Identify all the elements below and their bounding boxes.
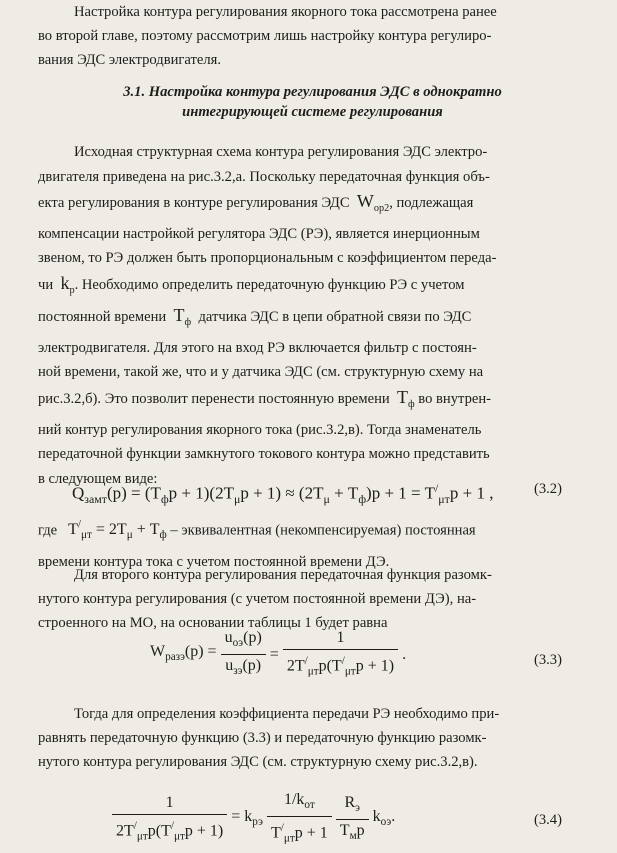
paragraph-3 [38, 702, 586, 775]
p1-line-11: ний контур регулирования якорного тока (рис.3.2,в). Тогда знаменатель [38, 421, 482, 438]
p1-line-2: двигателя приведена на рис.3.2,а. Поскольку передаточная функция объ- [38, 168, 490, 185]
intro-line-2: во второй главе, поэтому рассмотрим лишь настройку контура регулиро- [38, 28, 492, 45]
section-heading [40, 82, 585, 122]
section-heading-line-1: 3.1. Настройка контура регулирования ЭДС в однократно [123, 84, 502, 100]
p1-line-4: компенсации настройкой регулятора ЭДС (РЭ), является инерционным [38, 225, 480, 242]
intro-line-1: Настройка контура регулирования якорного тока рассмотрена ранее [74, 4, 497, 20]
p1-line-7: постоянной времени $T_ф$ датчика ЭДС в цепи обратной связи по ЭДС [38, 305, 472, 329]
eq34-frac-2: $\frac{1/k_{от}}{T^/_{\mu т}p + 1}$ [267, 790, 332, 849]
p1-line-12: передаточной функции замкнутого токового контура можно представить [38, 446, 490, 463]
equation-3-3-number: (3.3) [534, 652, 562, 668]
eq33-frac-1: $\frac{u_{оэ}(p)}{u_{зэ}(p)}$ [221, 628, 266, 681]
equation-3-4: $\frac{1}{2T^/_{\mu т}p(T^/_{\mu т}p + 1)}$ = $k_{рэ}$ $\frac{1/k_{от}}{T^/_{\mu т}p + 1}$ $\frac{R_э}{T_мp}$ $k_{оэ}$. [112, 790, 395, 849]
intro-paragraph [38, 0, 586, 73]
p1-line-10: рис.3.2,б). Это позволит перенести постоянную времени $T_ф$ во внутрен- [38, 387, 492, 410]
equation-3-2: $Q_{замт}(p) = (T_фp + 1)(2T_\mu p + 1) \approx (2T_\mu + T_ф)p + 1 = T^/_{\mu т}p + 1$ , [72, 481, 494, 507]
p2-line-3: строенного на МО, на основании таблицы 1 будет равна [38, 615, 388, 632]
p1-line-6: чи $k_р$. Необходимо определить передаточную функцию РЭ с учетом [38, 272, 465, 296]
p1-line-8: электродвигателя. Для этого на вход РЭ включается фильтр с постоян- [38, 339, 477, 356]
p1-line-5: звеном, то РЭ должен быть пропорциональным с коэффициентом переда- [38, 250, 497, 267]
p1-line-3: екта регулирования в контуре регулирования ЭДС $W_{op2}$, подлежащая [38, 191, 474, 215]
intro-line-3: вания ЭДС электродвигателя. [38, 52, 221, 69]
p3-line-3: нутого контура регулирования ЭДС (см. структурную схему рис.3.2,в). [38, 754, 478, 771]
p3-line-1: Тогда для определения коэффициента передачи РЭ необходимо при- [74, 706, 500, 722]
p2-line-1: Для второго контура регулирования передаточная функция разомк- [74, 567, 492, 583]
p1-line-1: Исходная структурная схема контура регулирования ЭДС электро- [74, 144, 488, 160]
eq34-frac-3: $\frac{R_э}{T_мp}$ [336, 793, 369, 846]
p1-line-9: ной времени, такой же, что и у датчика ЭДС (см. структурную схему на [38, 364, 484, 381]
eq33-frac-2: $\frac{1}{2T^/_{\mu т}p(T^/_{\mu т}p + 1)}$ [283, 628, 398, 682]
equation-3-2-number: (3.2) [534, 481, 562, 497]
paragraph-1 [38, 140, 586, 491]
eq34-frac-1: $\frac{1}{2T^/_{\mu т}p(T^/_{\mu т}p + 1)}$ [112, 793, 227, 847]
section-heading-line-2: интегрирующей системе регулирования [182, 104, 443, 120]
p2-line-2: нутого контура регулирования (с учетом постоянной времени ДЭ), на- [38, 591, 477, 608]
where-formula: $T^/_{\mu т} = 2T_\mu + T_ф$ [68, 519, 167, 542]
where-line-2: времени контура тока с учетом постоянной времени ДЭ. [38, 553, 390, 570]
p1-line-13: в следующем виде: [38, 470, 158, 487]
equation-3-4-number: (3.4) [534, 812, 562, 828]
paragraph-2 [38, 563, 586, 636]
where-word: где [38, 522, 58, 539]
where-rest: – эквивалентная (некомпенсируемая) постоянная [170, 522, 476, 539]
equation-3-3: $W_{разэ}(p)$ = $\frac{u_{оэ}(p)}{u_{зэ}(p)}$ = $\frac{1}{2T^/_{\mu т}p(T^/_{\mu т}p + 1)}$ . [150, 628, 406, 682]
p3-line-2: равнять передаточную функцию (3.3) и передаточную функцию разомк- [38, 730, 487, 747]
